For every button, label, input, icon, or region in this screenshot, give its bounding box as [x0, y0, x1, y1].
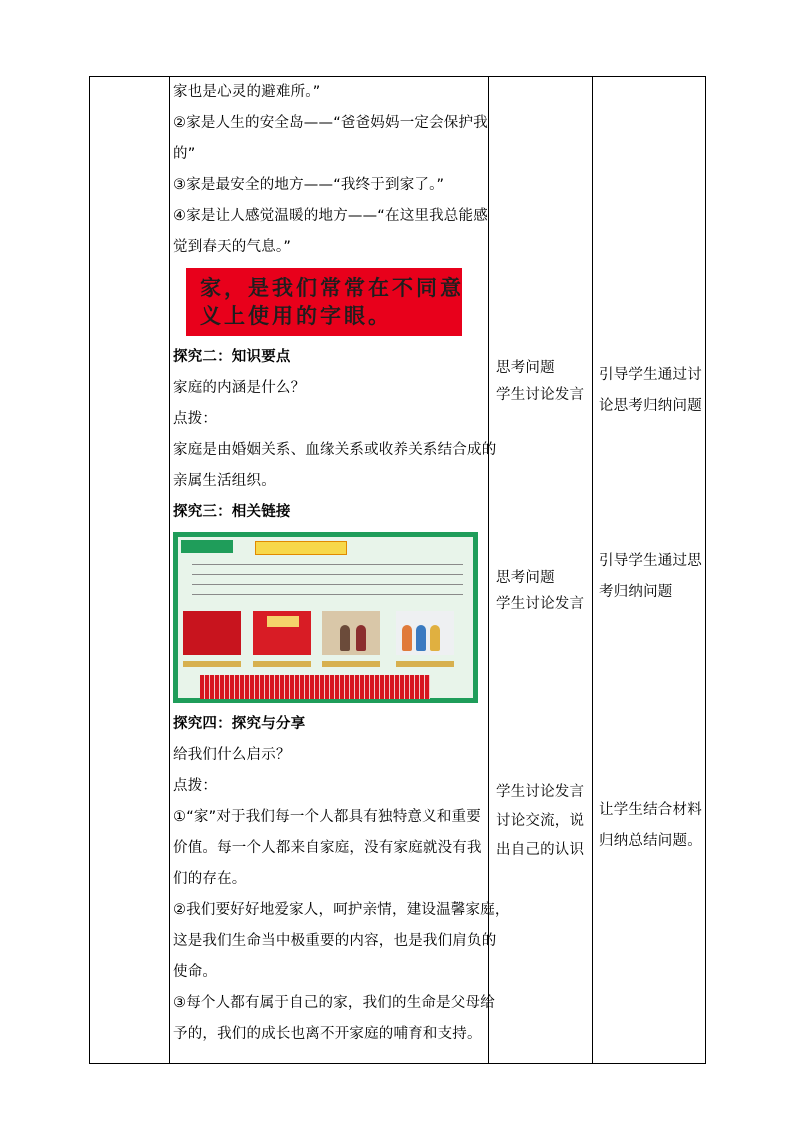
student-activity: 学生讨论发言: [496, 596, 585, 612]
slide-tag: [181, 540, 233, 553]
slide-title: [255, 541, 347, 555]
answer-line: 亲属生活组织。: [173, 473, 276, 489]
banner-line: 义上使用的字眼。: [200, 304, 392, 328]
student-activity: 学生讨论发言: [496, 387, 585, 403]
content-line: 家也是心灵的避难所。”: [173, 84, 321, 100]
adoption-photo: [322, 611, 380, 655]
design-intent: 让学生结合材料: [599, 802, 702, 818]
design-intent: 引导学生通过思: [599, 553, 702, 569]
lesson-plan-table: [89, 76, 706, 1064]
answer-line: ①“家”对于我们每一个人都具有独特意义和重要: [173, 809, 481, 825]
wedding-photo: [183, 611, 241, 655]
student-activity: 出自己的认识: [496, 842, 585, 858]
answer-line: 予的，我们的成长也离不开家庭的哺育和支持。: [173, 1026, 482, 1042]
student-activity: 学生讨论发言: [496, 784, 585, 800]
design-intent: 归纳总结问题。: [599, 833, 702, 849]
related-link-slide-image: [173, 532, 478, 703]
answer-line: 家庭是由婚姻关系、血缘关系或收养关系结合成的: [173, 442, 497, 458]
column-divider: [592, 77, 593, 1063]
design-intent: 论思考归纳问题: [599, 398, 702, 414]
answer-line: 这是我们生命当中极重要的内容，也是我们肩负的: [173, 933, 497, 949]
content-line: ②家是人生的安全岛——“爸爸妈妈一定会保护我: [173, 115, 488, 131]
section-question: 给我们什么启示？: [173, 747, 291, 763]
family-illustration: [396, 611, 454, 655]
slide-footer-text: [200, 675, 430, 699]
content-line: ④家是让人感觉温暖的地方——“在这里我总能感: [173, 208, 488, 224]
content-line: 觉到春天的气息。”: [173, 239, 292, 255]
section-title: 探究四：探究与分享: [173, 716, 306, 732]
hint-label: 点拨：: [173, 411, 218, 427]
content-line: 的”: [173, 146, 196, 162]
student-activity: 思考问题: [496, 570, 555, 586]
teaching-content-column: [170, 77, 510, 1050]
answer-line: 们的存在。: [173, 871, 247, 887]
hint-label: 点拨：: [173, 778, 218, 794]
section-title: 探究二：知识要点: [173, 349, 291, 365]
answer-line: 使命。: [173, 964, 218, 980]
design-intent: 考归纳问题: [599, 584, 673, 600]
section-question: 家庭的内涵是什么？: [173, 380, 306, 396]
slide-text-block: [192, 560, 463, 600]
red-banner-image: [186, 268, 462, 336]
newborn-photo: [253, 611, 311, 655]
answer-line: 价值。每一个人都来自家庭，没有家庭就没有我: [173, 840, 482, 856]
section-title: 探究三：相关链接: [173, 504, 291, 520]
answer-line: ③每个人都有属于自己的家，我们的生命是父母给: [173, 995, 495, 1011]
answer-line: ②我们要好好地爱家人，呵护亲情，建设温馨家庭，: [173, 902, 510, 918]
banner-line: 家，是我们常常在不同意: [200, 276, 464, 300]
design-intent: 引导学生通过讨: [599, 367, 702, 383]
student-activity: 讨论交流，说: [496, 813, 585, 829]
student-activity: 思考问题: [496, 360, 555, 376]
content-line: ③家是最安全的地方——“我终于到家了。”: [173, 177, 445, 193]
